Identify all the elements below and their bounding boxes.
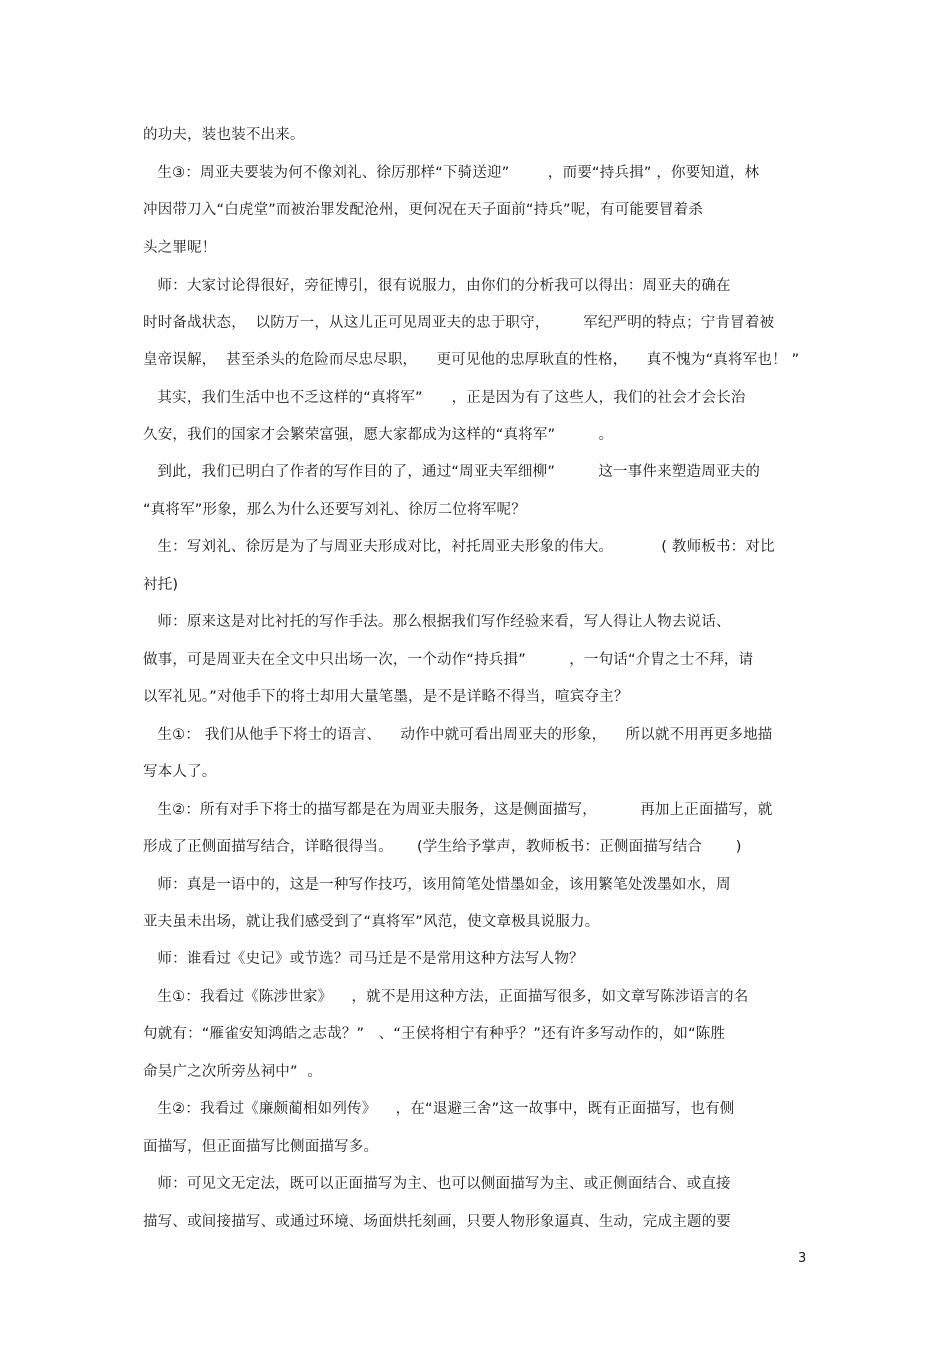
text-line: 头之罪呢！ [143,240,217,256]
text-line: 写本人了。 [143,764,217,780]
text-line: 描写、或间接描写、或通过环境、场面烘托刻画，只要人物形象逼真、生动，完成主题的要 [143,1214,731,1230]
text-line: 以军礼见。”对他手下的将士却用大量笔墨，是不是详略不得当，喧宾夺主？ [143,689,629,705]
text-line: 师：真是一语中的，这是一种写作技巧，该用简笔处惜墨如金，该用繁笔处泼墨如水，周 [143,877,731,893]
text-line: 其实，我们生活中也不乏这样的“真将军” ，正是因为有了这些人，我们的社会才会长治 [143,390,746,406]
text-line: “真将军”形象，那么为什么还要写刘礼、徐厉二位将军呢？ [143,502,526,518]
text-line: 生①： 我们从他手下将士的语言、 动作中就可看出周亚夫的形象， 所以就不用再更多地描 [143,727,773,743]
text-line: 面描写，但正面描写比侧面描写多。 [143,1139,379,1155]
text-line: 冲因带刀入“白虎堂”而被治罪发配沧州，更何况在天子面前“持兵”呢，有可能要冒着杀 [143,202,704,218]
text-line: 皇帝误解， 甚至杀头的危险而尽忠尽职， 更可见他的忠厚耿直的性格， 真不愧为“真将军也！ ” [143,352,800,368]
text-line: 师：谁看过《史记》或节选？司马迁是不是常用这种方法写人物？ [143,951,584,967]
text-line: 做事，可是周亚夫在全文中只出场一次，一个动作“持兵揖” ，一句话“介胄之士不拜，请 [143,652,754,668]
text-line: 到此，我们已明白了作者的写作目的了，通过“周亚夫军细柳” 这一事件来塑造周亚夫的 [143,464,761,480]
text-line: 师：大家讨论得很好，旁征博引，很有说服力，由你们的分析我可以得出：周亚夫的确在 [143,278,731,294]
text-line: 亚夫虽未出场，就让我们感受到了“真将军”风范，使文章极具说服力。 [143,914,600,930]
text-line: 生：写刘礼、徐厉是为了与周亚夫形成对比，衬托周亚夫形象的伟大。 ( 教师板书：对比 [143,539,775,555]
text-line: 生②：所有对手下将士的描写都是在为周亚夫服务，这是侧面描写， 再加上正面描写，就 [143,802,773,818]
text-line: 句就有：“雁雀安知鸿皓之志哉？” 、“王侯将相宁有种乎？”还有许多写动作的，如“陈胜 [143,1026,726,1042]
text-line: 师：可见文无定法，既可以正面描写为主、也可以侧面描写为主、或正侧面结合、或直接 [143,1176,731,1192]
text-line: 的功夫，装也装不出来。 [143,127,305,143]
text-line: 师：原来这是对比衬托的写作手法。那么根据我们写作经验来看，写人得让人物去说话、 [143,614,731,630]
text-line: 久安，我们的国家才会繁荣富强，愿大家都成为这样的“真将军” 。 [143,427,614,443]
text-line: 生③：周亚夫要装为何不像刘礼、徐厉那样“下骑送迎” ，而要“持兵揖” ，你要知道，林 [143,165,760,181]
text-line: 时时备战状态， 以防万一，从这儿正可见周亚夫的忠于职守， 军纪严明的特点；宁肯冒着被 [143,315,775,331]
text-line: 生②：我看过《廉颇蔺相如列传》 ，在“退避三舍”这一故事中，既有正面描写，也有侧 [143,1101,735,1117]
page-number: 3 [798,1251,807,1266]
text-line: 生①：我看过《陈涉世家》 ，就不是用这种方法，正面描写很多，如文章写陈涉语言的名 [143,989,749,1005]
text-line: 命吴广之次所旁丛祠中” 。 [143,1064,323,1080]
text-line: 衬托) [143,577,179,593]
text-line: 形成了正侧面描写结合，详略很得当。 (学生给予掌声，教师板书：正侧面描写结合 ) [143,839,742,855]
